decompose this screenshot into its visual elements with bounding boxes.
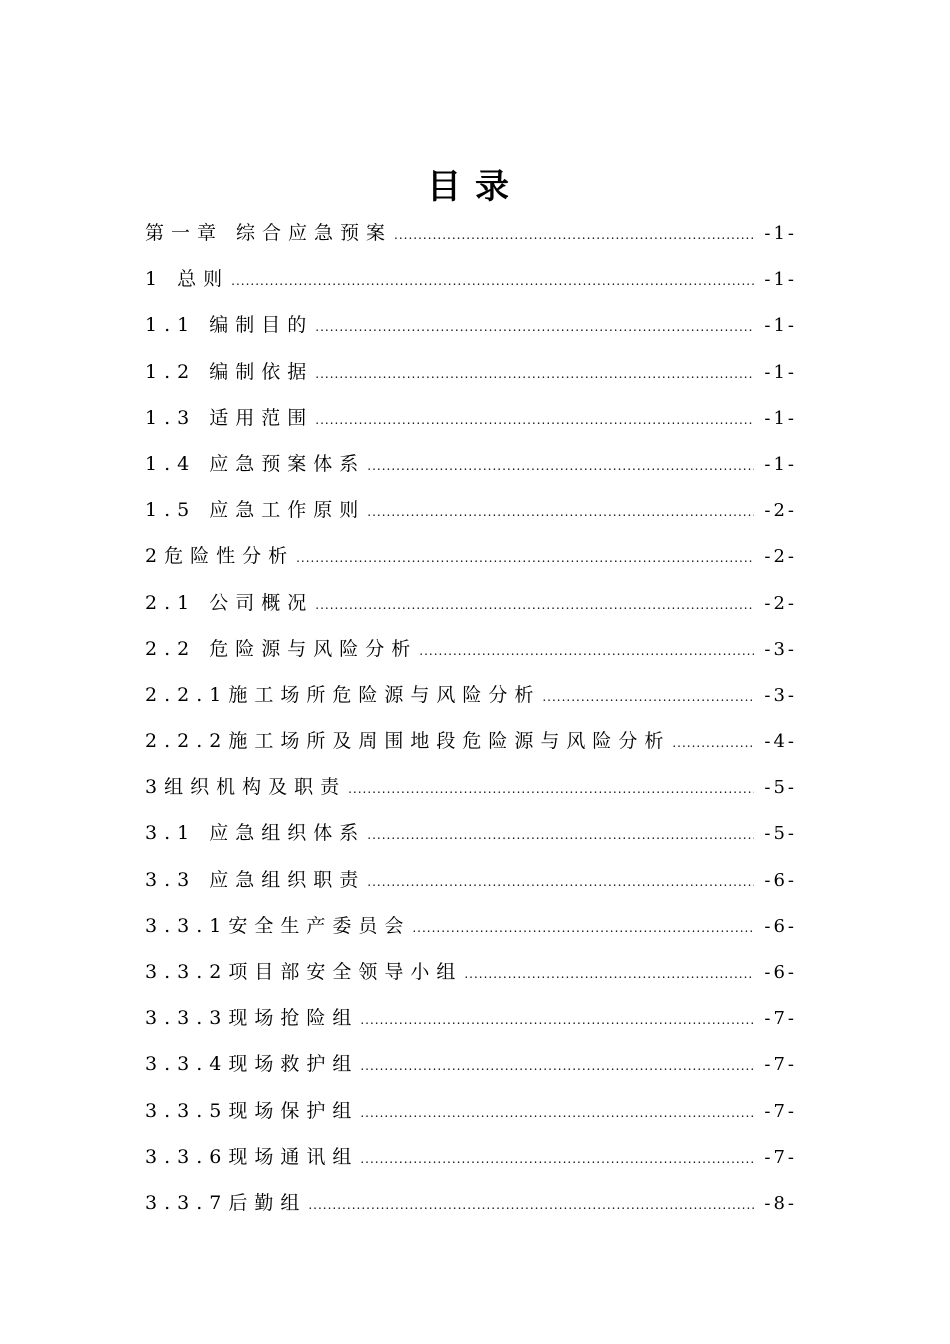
- toc-entry-label: 3.3.3现场抢险组: [145, 1007, 359, 1030]
- toc-entry-label: 3.3.7后勤组: [145, 1191, 307, 1214]
- toc-dot-leader: [367, 812, 754, 858]
- toc-entry-label: 第一章 综合应急预案: [145, 222, 393, 244]
- toc-entry-page: -7-: [764, 1008, 797, 1030]
- toc-dot-leader: [308, 1182, 754, 1228]
- toc-dot-leader: [315, 351, 754, 397]
- toc-entry[interactable]: [145, 533, 797, 579]
- toc-entry-label: 1.5 应急工作原则: [145, 499, 366, 522]
- toc-entry[interactable]: [145, 487, 797, 533]
- toc-entry-page: -2-: [764, 546, 797, 568]
- toc-entry-label: 3.3.4现场救护组: [145, 1053, 359, 1076]
- toc-entry-label: 1.1 编制目的: [145, 314, 314, 337]
- toc-entry-page: -7-: [764, 1054, 797, 1076]
- toc-entry-page: -2-: [764, 592, 797, 614]
- toc-entry-page: -6-: [764, 962, 797, 983]
- toc-entry-label: 1.4 应急预案体系: [145, 452, 366, 475]
- toc-entry-page: -5-: [764, 777, 797, 799]
- toc-dot-leader: [315, 397, 754, 443]
- toc-entry-label: 3.3.2项目部安全领导小组: [145, 961, 463, 983]
- toc-entry[interactable]: [145, 580, 797, 626]
- toc-dot-leader: [348, 766, 754, 812]
- toc-entry[interactable]: [145, 718, 797, 764]
- toc-entry-label: 3.3.6现场通讯组: [145, 1145, 359, 1168]
- toc-entry[interactable]: [145, 441, 797, 487]
- toc-entry-page: -6-: [764, 915, 797, 937]
- toc-entry-page: -1-: [764, 407, 797, 429]
- toc-entry[interactable]: [145, 1134, 797, 1180]
- toc-entry-page: -3-: [764, 684, 797, 706]
- toc-entry[interactable]: [145, 626, 797, 672]
- toc-entry-label: 1.2 编制依据: [145, 360, 314, 383]
- toc-dot-leader: [419, 628, 754, 674]
- toc-entry[interactable]: [145, 395, 797, 441]
- toc-entry[interactable]: [145, 210, 797, 256]
- toc-dot-leader: [360, 1136, 754, 1182]
- toc-entry-label: 3.3.5现场保护组: [145, 1099, 359, 1122]
- toc-entry[interactable]: [145, 256, 797, 302]
- toc-title: 目录: [427, 167, 523, 207]
- toc-entry[interactable]: [145, 857, 797, 903]
- toc-entry-page: -1-: [764, 315, 797, 337]
- toc-entry-label: 1 总则: [145, 268, 230, 291]
- toc-dot-leader: [412, 905, 754, 951]
- toc-dot-leader: [360, 1090, 754, 1136]
- toc-entry-page: -4-: [764, 731, 797, 753]
- toc-entry[interactable]: [145, 949, 797, 995]
- toc-entry[interactable]: [145, 903, 797, 949]
- toc-entry[interactable]: [145, 672, 797, 718]
- toc-entry-label: 1.3 适用范围: [145, 406, 314, 429]
- toc-entry-page: -5-: [764, 823, 797, 845]
- toc-entry-page: -1-: [764, 361, 797, 383]
- toc-dot-leader: [315, 304, 754, 350]
- toc-entry-page: -7-: [764, 1100, 797, 1122]
- toc-entry[interactable]: [145, 1088, 797, 1134]
- toc-entry[interactable]: [145, 810, 797, 856]
- toc-entry-label: 2.2.1施工场所危险源与风险分析: [145, 683, 541, 706]
- toc-dot-leader: [367, 859, 754, 905]
- toc-dot-leader: [394, 212, 754, 258]
- toc-dot-leader: [296, 535, 754, 581]
- toc-entry-label: 2.1 公司概况: [145, 591, 314, 614]
- toc-entry-page: -8-: [764, 1192, 797, 1214]
- toc-entry-label: 3组织机构及职责: [145, 776, 347, 799]
- toc-dot-leader: [464, 951, 754, 997]
- toc-entry-page: -2-: [764, 500, 797, 522]
- toc-dot-leader: [231, 258, 754, 304]
- toc-entry-page: -3-: [764, 638, 797, 660]
- toc-entry-page: -1-: [764, 223, 797, 244]
- toc-dot-leader: [367, 489, 754, 535]
- toc-entry-label: 3.3 应急组织职责: [145, 868, 366, 891]
- toc-entry-page: -1-: [764, 453, 797, 475]
- toc-dot-leader: [360, 997, 754, 1043]
- toc-entry-page: -7-: [764, 1146, 797, 1168]
- toc-entry-page: -6-: [764, 869, 797, 891]
- toc-entry[interactable]: [145, 1041, 797, 1087]
- toc-entry-label: 2危险性分析: [145, 545, 295, 568]
- toc-entry-label: 3.3.1安全生产委员会: [145, 914, 411, 937]
- table-of-contents: [145, 210, 797, 1226]
- toc-entry-label: 3.1 应急组织体系: [145, 822, 366, 845]
- toc-dot-leader: [367, 443, 754, 489]
- toc-dot-leader: [315, 582, 754, 628]
- toc-entry[interactable]: [145, 995, 797, 1041]
- toc-entry[interactable]: [145, 349, 797, 395]
- toc-entry-page: -1-: [764, 269, 797, 291]
- toc-dot-leader: [542, 674, 754, 720]
- toc-dot-leader: [360, 1043, 754, 1089]
- toc-entry-label: 2.2.2施工场所及周围地段危险源与风险分析: [145, 730, 671, 753]
- toc-entry-label: 2.2 危险源与风险分析: [145, 637, 418, 660]
- toc-entry[interactable]: [145, 1180, 797, 1226]
- toc-entry[interactable]: [145, 302, 797, 348]
- toc-dot-leader: [672, 720, 754, 766]
- toc-entry[interactable]: [145, 764, 797, 810]
